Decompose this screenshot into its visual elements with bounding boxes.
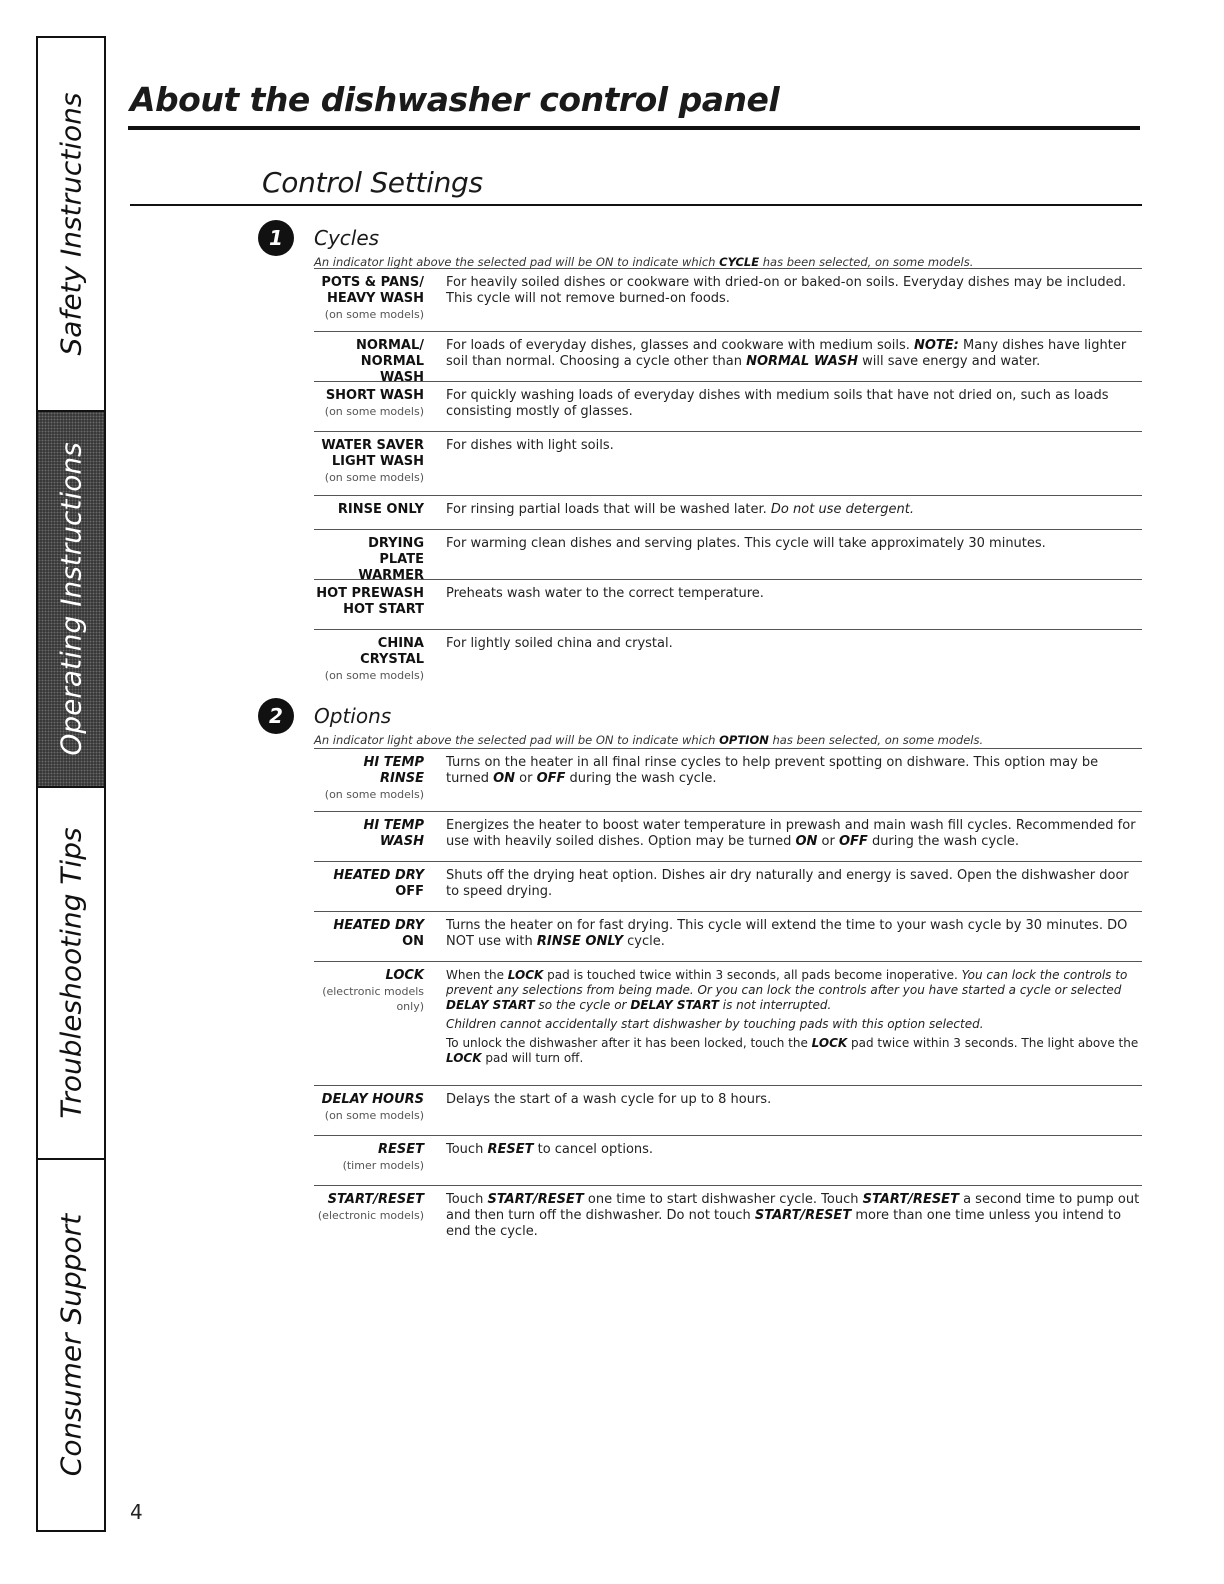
row-description: For quickly washing loads of everyday dishes with medium soils that have not dried on, such as loads consisting mostly of glasses. [446,388,1109,419]
table-row [314,962,1142,1086]
lock-paragraph: When the LOCK pad is touched twice within 3 seconds, all pads become inoperative. You can lock the controls to prevent any selections from being made. Or you can lock the controls after you have started a cycle or selected DELAY START so the cycle or DELAY START is not interrupted. [446,968,1128,1012]
lock-note: Children cannot accidentally start dishwasher by touching pads with this option selected. [446,1017,984,1031]
tab-label: Troubleshooting Tips [54,827,88,1119]
row-label: HEATED DRY OFF [333,868,424,899]
number-badge-icon: 2 [258,698,294,734]
row-label: RESET (timer models) [342,1142,424,1172]
page-title: About the dishwasher control panel [130,80,780,119]
table-row [314,749,1142,812]
title-divider [128,126,1140,130]
row-label: HI TEMP RINSE (on some models) [324,755,424,801]
row-description: Delays the start of a wash cycle for up to 8 hours. [446,1092,772,1107]
table-row [314,1136,1142,1186]
table-row [314,432,1142,496]
unlock-paragraph: To unlock the dishwasher after it has been locked, touch the LOCK pad twice within 3 seconds. The light above the LOCK pad will turn off. [446,1036,1139,1065]
row-label: SHORT WASH (on some models) [324,388,424,418]
tab-troubleshooting-tips[interactable] [38,788,106,1160]
options-table [314,748,1142,1256]
tab-safety-instructions[interactable] [38,38,106,412]
row-description: Turns on the heater in all final rinse cycles to help prevent spotting on dishware. This option may be turned ON or OFF during the wash cycle. [446,755,1099,786]
row-description: For heavily soiled dishes or cookware with dried-on or baked-on soils. Everyday dishes may be included. This cycle will not remove burned-on foods. [446,275,1127,306]
row-label: POTS & PANS/ HEAVY WASH (on some models) [321,275,424,321]
group-title: Cycles [314,226,380,250]
tab-label: Safety Instructions [54,92,88,356]
table-row [314,630,1142,682]
table-row [314,1086,1142,1136]
table-row [314,1186,1142,1256]
row-description: For warming clean dishes and serving plates. This cycle will take approximately 30 minutes. [446,536,1046,551]
row-description: For dishes with light soils. [446,438,614,453]
row-description [424,962,1142,1085]
row-label: WATER SAVER LIGHT WASH (on some models) [321,438,424,484]
row-description: Touch START/RESET one time to start dishwasher cycle. Touch START/RESET a second time to pump out and then turn off the dishwasher. Do not touch START/RESET more than one time unless you intend to end the cycle. [446,1192,1140,1239]
table-row [314,269,1142,332]
tab-operating-instructions[interactable] [38,412,106,788]
row-description: For rinsing partial loads that will be washed later. Do not use detergent. [446,502,914,517]
row-description: Energizes the heater to boost water temperature in prewash and main wash fill cycles. Recommended for use with heavily soiled dishes. Option may be turned ON or OFF during the wash cycle. [446,818,1136,849]
side-tabs [36,36,106,1532]
row-label: START/RESET (electronic models) [317,1192,424,1222]
group-description: An indicator light above the selected pad will be ON to indicate which CYCLE has been selected, on some models. [314,255,974,269]
group-title: Options [314,704,392,728]
table-row [314,496,1142,530]
row-label: DRYING PLATE WARMER [358,536,424,583]
row-label: LOCK (electronic models only) [322,968,424,1013]
section-divider [130,204,1142,206]
row-description: For lightly soiled china and crystal. [446,636,673,651]
row-description: For loads of everyday dishes, glasses and cookware with medium soils. NOTE: Many dishes have lighter soil than normal. Choosing a cycle other than NORMAL WASH will save energy and water. [446,338,1127,369]
section-title: Control Settings [262,166,483,199]
row-label: HI TEMP WASH [363,818,424,849]
tab-label: Operating Instructions [54,442,88,756]
row-label: CHINA CRYSTAL (on some models) [324,636,424,682]
cycles-table [314,268,1142,682]
row-label: NORMAL/ NORMAL WASH [356,338,424,385]
table-row [314,382,1142,432]
table-row [314,862,1142,912]
row-description: Touch RESET to cancel options. [446,1142,654,1157]
table-row [314,812,1142,862]
row-label: HEATED DRY ON [333,918,424,949]
number-badge-icon: 1 [258,220,294,256]
group-description: An indicator light above the selected pad will be ON to indicate which OPTION has been selected, on some models. [314,733,984,747]
row-description: Shuts off the drying heat option. Dishes air dry naturally and energy is saved. Open the dishwasher door to speed drying. [446,868,1129,899]
row-label: HOT PREWASH HOT START [316,586,424,617]
table-row [314,912,1142,962]
table-row [314,332,1142,385]
tab-consumer-support[interactable] [38,1160,106,1530]
tab-label: Consumer Support [54,1213,88,1477]
row-label: DELAY HOURS (on some models) [321,1092,424,1122]
row-description: Turns the heater on for fast drying. This cycle will extend the time to your wash cycle by 30 minutes. DO NOT use with RINSE ONLY cycle. [446,918,1128,949]
row-description: Preheats wash water to the correct temperature. [446,586,764,601]
table-row [314,580,1142,630]
page-number: 4 [130,1500,143,1524]
row-label: RINSE ONLY [337,502,424,517]
table-row [314,530,1142,583]
